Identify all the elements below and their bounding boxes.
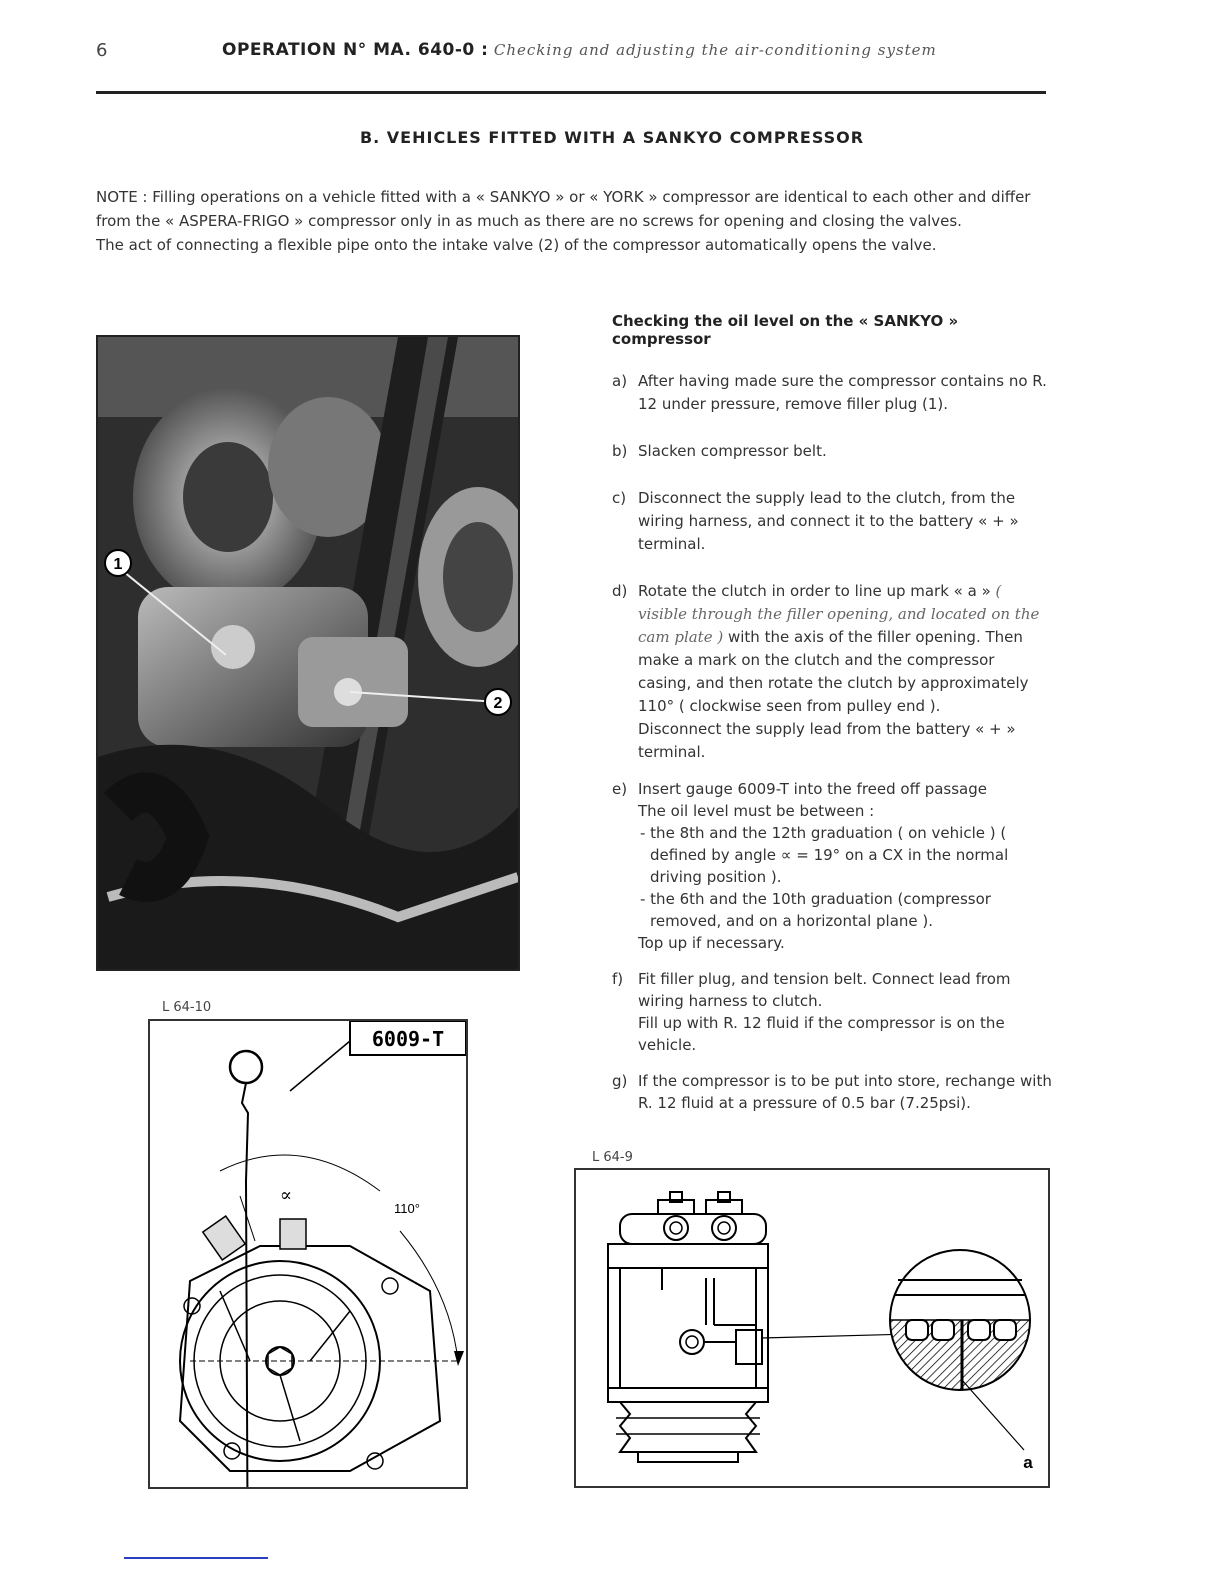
step-e [612, 778, 1052, 954]
step-d [612, 580, 1052, 764]
step-d-text-3: with the axis of the filler opening. Then make a mark on the clutch and the compressor casing, and then rotate the clutch by approximately 110° ( clockwise seen from pulley end ). [638, 628, 1029, 715]
note-paragraph-2: The act of connecting a flexible pipe onto the intake valve (2) of the compressor automatically opens the valve. [96, 236, 937, 254]
step-text: Slacken compressor belt. [638, 442, 827, 460]
step-e-bullet-2: - the 6th and the 10th graduation (compressor removed, and on a horizontal plane ). [640, 890, 991, 930]
page-header [222, 40, 937, 60]
step-text [638, 580, 1052, 718]
compressor-figure [574, 1168, 1050, 1488]
step-e-text-3: Top up if necessary. [638, 934, 785, 952]
step-d-text-1: Rotate the clutch in order to line up mark « a » [638, 582, 991, 600]
compressor-figure-drawing [576, 1170, 1048, 1486]
step-text: If the compressor is to be put into store, rechange with R. 12 fluid at a pressure of 0.5 bar (7.25psi). [638, 1072, 1052, 1112]
step-d-italic-note: ( visible through the filler opening, and located on the cam plate ) [638, 582, 1040, 646]
step-label: f) [612, 970, 624, 988]
step-c [612, 487, 1052, 556]
step-e-text-1: Insert gauge 6009-T into the freed off passage [638, 780, 987, 798]
note-block [96, 185, 1056, 257]
gauge-figure-drawing [150, 1021, 466, 1487]
angle-label: 110° [394, 1201, 420, 1216]
header-rule [96, 91, 1046, 94]
step-a [612, 370, 1052, 416]
angle-symbol: ∝ [279, 1185, 293, 1206]
step-text: Disconnect the supply lead to the clutch, from the wiring harness, and connect it to the battery « + » terminal. [638, 489, 1019, 553]
gauge-figure [148, 1019, 468, 1489]
step-d-text-4: Disconnect the supply lead from the battery « + » terminal. [638, 720, 1016, 761]
footer-line [124, 1557, 268, 1559]
mark-a-label: a [1023, 1453, 1033, 1472]
callout-2: 2 [493, 695, 503, 712]
step-g [612, 1070, 1052, 1114]
step-b [612, 440, 1052, 463]
step-label: a) [612, 372, 628, 390]
engine-photo [96, 335, 520, 971]
step-f-text-1: Fit filler plug, and tension belt. Connect lead from wiring harness to clutch. [638, 970, 1011, 1010]
step-label: d) [612, 582, 628, 600]
page-number: 6 [96, 40, 108, 61]
gauge-tool-number: 6009-T [371, 1027, 445, 1051]
compressor-figure-label: L 64-9 [592, 1150, 633, 1165]
step-label: g) [612, 1072, 628, 1090]
note-paragraph: NOTE : Filling operations on a vehicle fitted with a « SANKYO » or « YORK » compressor are identical to each other and differ from the « ASPERA-FRIGO » compressor only in as much as there are no screws for opening and closing the valves. [96, 188, 1031, 230]
procedure-column [612, 312, 1052, 1128]
step-f-text-2: Fill up with R. 12 fluid if the compressor is on the vehicle. [638, 1014, 1005, 1054]
step-label: e) [612, 780, 628, 798]
checking-title: Checking the oil level on the « SANKYO » compressor [612, 312, 959, 348]
step-label: b) [612, 442, 628, 460]
section-title: B. VEHICLES FITTED WITH A SANKYO COMPRESSOR [359, 128, 865, 147]
engine-photo-drawing [98, 337, 518, 969]
callout-1: 1 [113, 556, 123, 573]
step-e-bullet-1: - the 8th and the 12th graduation ( on vehicle ) ( defined by angle ∝ = 19° on a CX in the normal driving position ). [640, 824, 1009, 886]
step-text: After having made sure the compressor contains no R. 12 under pressure, remove filler plug (1). [638, 372, 1047, 413]
operation-code: OPERATION N° MA. 640-0 : [222, 40, 489, 60]
gauge-figure-label: L 64-10 [162, 1000, 212, 1015]
step-label: c) [612, 489, 627, 507]
header-subtitle: Checking and adjusting the air-conditioning system [493, 41, 937, 59]
step-f [612, 968, 1052, 1056]
step-e-text-2: The oil level must be between : [638, 802, 875, 820]
